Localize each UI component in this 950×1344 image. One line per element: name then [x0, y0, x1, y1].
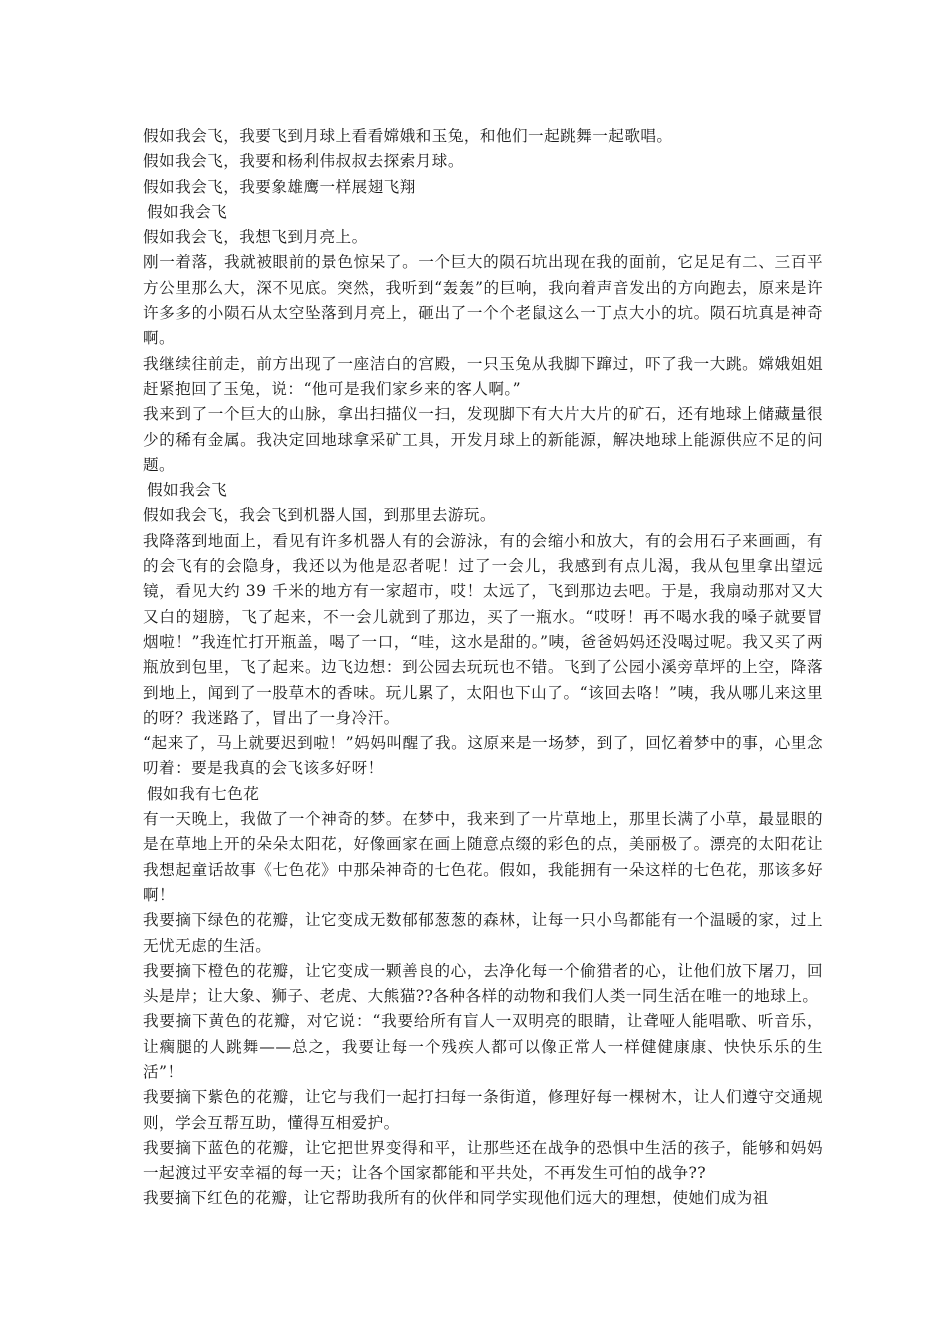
- paragraph: 我要摘下红色的花瓣，让它帮助我所有的伙伴和同学实现他们远大的理想，使她们成为祖: [143, 1189, 769, 1208]
- paragraph: 假如我会飞，我要飞到月球上看看嫦娥和玉兔，和他们一起跳舞一起歌唱。: [143, 127, 673, 145]
- paragraph: 假如我会飞，我会飞到机器人国，到那里去游玩。: [143, 506, 496, 525]
- paragraph: “起来了，马上就要迟到啦！”妈妈叫醒了我。这原来是一场梦，到了，回忆着梦中的事，心里念叨着：要是我真的会飞该多好呀！: [143, 734, 823, 778]
- paragraph: 假如我会飞，我要象雄鹰一样展翅飞翔: [143, 177, 416, 196]
- section-heading: 假如我会飞: [147, 481, 228, 500]
- paragraph: 我要摘下黄色的花瓣，对它说：“我要给所有盲人一双明亮的眼睛，让聋哑人能唱歌、听音乐，让瘸腿的人跳舞——总之，我要让每一个残疾人都可以像正常人一样健健康康、快快乐乐的生活”！: [143, 1012, 823, 1081]
- paragraph: 我要摘下紫色的花瓣，让它与我们一起打扫每一条街道，修理好每一棵树木，让人们遵守交通规则，学会互帮互助，懂得互相爱护。: [143, 1088, 823, 1132]
- paragraph: 我要摘下蓝色的花瓣，让它把世界变得和平，让那些还在战争的恐惧中生活的孩子，能够和妈妈一起渡过平安幸福的每一天；让各个国家都能和平共处，不再发生可怕的战争??: [143, 1138, 823, 1183]
- paragraph: 刚一着落，我就被眼前的景色惊呆了。一个巨大的陨石坑出现在我的面前，它足足有二、三百平方公里那么大，深不见底。突然，我听到“轰轰”的巨响，我向着声音发出的方向跑去，原来是许许多多的小陨石从太空坠落到月亮上，砸出了一个个老鼠这么一丁点大小的坑。陨石坑真是神奇啊。: [143, 253, 823, 348]
- paragraph: 我降落到地面上，看见有许多机器人有的会游泳，有的会缩小和放大，有的会用石子来画画，有的会飞有的会隐身，我还以为他是忍者呢！过了一会儿，我感到有点儿渴，我从包里拿出望远镜，看见大约 39 千米的地方有一家超市，哎！太远了，飞到那边去吧。于是，我扇动那对又大又白的翅膀，飞了起来，不一会儿就到了那边，买了一瓶水。“哎呀！再不喝水我的嗓子就要冒烟啦！”我连忙打开瓶盖，喝了一口，“哇，这水是甜的。”咦，爸爸妈妈还没喝过呢。我又买了两瓶放到包里，飞了起来。边飞边想：到公园去玩玩也不错。飞到了公园小溪旁草坪的上空，降落到地上，闻到了一股草木的香味。玩儿累了，太阳也下山了。“该回去咯！”咦，我从哪儿来这里的呀？我迷路了，冒出了一身冷汗。: [143, 531, 823, 727]
- paragraph: 我继续往前走，前方出现了一座洁白的宫殿，一只玉兔从我脚下蹿过，吓了我一大跳。嫦娥姐姐赶紧抱回了玉兔，说：“他可是我们家乡来的客人啊。”: [143, 354, 823, 398]
- paragraph: 我要摘下绿色的花瓣，让它变成无数郁郁葱葱的森林，让每一只小鸟都能有一个温暖的家，过上无忧无虑的生活。: [143, 911, 823, 955]
- section-heading: 假如我有七色花: [147, 784, 260, 803]
- paragraph: 假如我会飞，我想飞到月亮上。: [143, 228, 368, 247]
- document-page: [143, 124, 823, 1212]
- paragraph: 有一天晚上，我做了一个神奇的梦。在梦中，我来到了一片草地上，那里长满了小草，最显眼的是在草地上开的朵朵太阳花，好像画家在画上随意点缀的彩色的点，美丽极了。漂亮的太阳花让我想起童话故事《七色花》中那朵神奇的七色花。假如，我能拥有一朵这样的七色花，那该多好啊！: [143, 810, 823, 904]
- paragraph: 我要摘下橙色的花瓣，让它变成一颗善良的心，去净化每一个偷猎者的心，让他们放下屠刀，回头是岸；让大象、狮子、老虎、大熊猫??各种各样的动物和我们人类一同生活在唯一的地球上。: [143, 961, 823, 1006]
- paragraph: 我来到了一个巨大的山脉，拿出扫描仪一扫，发现脚下有大片大片的矿石，还有地球上储藏量很少的稀有金属。我决定回地球拿采矿工具，开发月球上的新能源，解决地球上能源供应不足的问题。: [143, 405, 823, 474]
- paragraph: 假如我会飞，我要和杨利伟叔叔去探索月球。: [143, 152, 464, 171]
- section-heading: 假如我会飞: [147, 202, 228, 221]
